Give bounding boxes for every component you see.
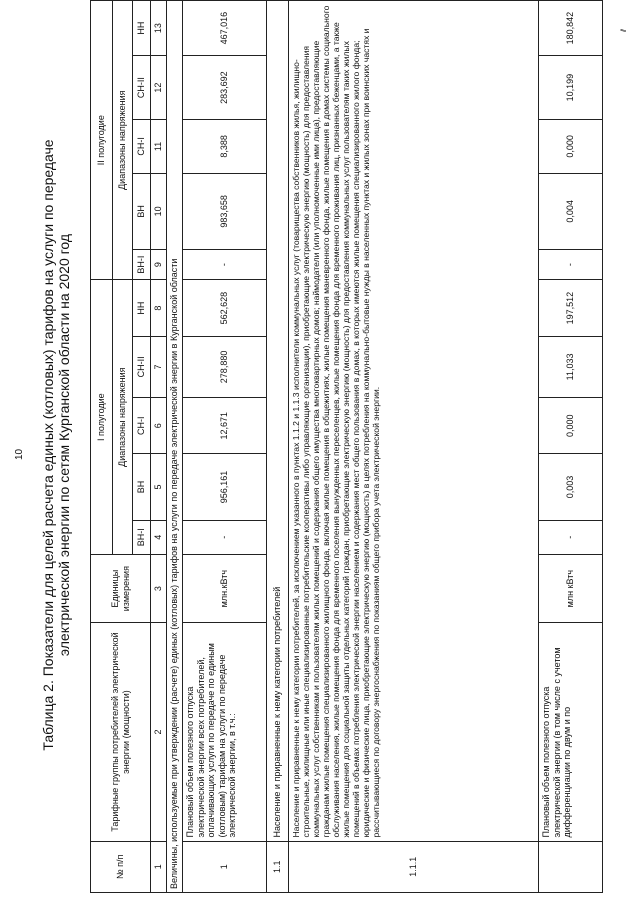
row11-num: 1.1 xyxy=(267,841,289,892)
row1-value: 467,016 xyxy=(183,1,267,56)
row1-value: 278,880 xyxy=(183,336,267,397)
margin-mark: // xyxy=(621,30,628,32)
row-last-value: 0,000 xyxy=(539,119,603,173)
table-title xyxy=(40,125,72,765)
row-last-value: - xyxy=(539,520,603,554)
row1-value: - xyxy=(183,520,267,554)
header-col: СН-II xyxy=(133,336,151,397)
section-values-row: Величины, используемые при утверждении (расчете) единых (котловых) тарифов на услуги по передаче электрической энергии в Курганской области xyxy=(167,1,183,893)
row1-value: 8,388 xyxy=(183,119,267,173)
index-cell: 8 xyxy=(151,280,167,336)
index-cell: 12 xyxy=(151,56,167,120)
row-last-num xyxy=(539,841,603,892)
index-cell: 4 xyxy=(151,520,167,554)
index-cell: 3 xyxy=(151,554,167,623)
row1-value: 12,671 xyxy=(183,398,267,454)
index-cell: 9 xyxy=(151,249,167,280)
row1-value: - xyxy=(183,249,267,280)
header-half2: II полугодие xyxy=(91,1,113,280)
header-col: НН xyxy=(133,280,151,336)
row-last-value: 197,512 xyxy=(539,280,603,336)
title-line-2: электрической энергии по сетям Курганской области на 2020 год xyxy=(56,233,72,657)
row1-value: 983,658 xyxy=(183,173,267,249)
row-last-value: 10,199 xyxy=(539,56,603,120)
header-col: ВН-I xyxy=(133,520,151,554)
row-last-value: 0,003 xyxy=(539,454,603,520)
header-ranges-1: Диапазоны напряжения xyxy=(113,280,133,554)
index-cell: 6 xyxy=(151,398,167,454)
index-cell: 10 xyxy=(151,173,167,249)
row111-text: Население и приравненные к нему категории потребителей, за исключением указанного в пунктах 1.1.2 и 1.1.3 исполнители коммунальных услуг (товарищества собственников жилья, жилищно-строительные, жилищные или иные специализированные потребительские кооперативы либо управляющие организации), приобретающие электрическую энергию (мощность) для предоставления коммунальных услуг собственникам и пользователям жилых помещений и содержания общего имущества многоквартирных домов; наймодатели (или уполномоченные ими лица), предоставляющие гражданам жилые помещения специализированного жилищного фонда, включая жилые помещения в общежитиях, жилые помещения маневренного фонда, жилые помещения в домах системы социального обслуживания населения, жилые помещения фонда для временного поселения вынужденных переселенцев, жилые помещения фонда для временного проживания лиц, признанных беженцами, а также жилые помещения для социальной защиты отдельных категорий граждан, приобретающие электрическую энергию (мощность) для предоставления коммунальных услуг пользователям таких жилых помещений в объемах потребления электрической энергии населением и содержания мест общего пользования в домах, в которых имеются жилые помещения специализированного жилого фонда; юридические и физические лица, приобретающие электрическую энергию (мощность) в целях потребления на коммунально-бытовые нужды в населенных пунктах и жилых зонах при воинских частях и рассчитывающиеся по договору энергоснабжения по показаниям общего прибора учета электрической энергии. xyxy=(289,1,539,842)
header-units: Единицы измерения xyxy=(91,554,151,623)
header-groups: Тарифные группы потребителей электрической энергии (мощности) xyxy=(91,623,151,841)
header-col: СН-II xyxy=(133,56,151,120)
row11-name: Население и приравненные к нему категории потребителей xyxy=(267,1,289,842)
row1-unit: млн.кВтч xyxy=(183,554,267,623)
header-col: ВН-I xyxy=(133,249,151,280)
title-line-1: Таблица 2. Показатели для целей расчета единых (котловых) тарифов на услуги по передаче xyxy=(40,139,56,751)
header-num: № п/п xyxy=(91,841,151,892)
header-col: СН-I xyxy=(133,398,151,454)
header-col: ВН xyxy=(133,454,151,520)
index-cell: 11 xyxy=(151,119,167,173)
row1-value: 562,628 xyxy=(183,280,267,336)
index-cell: 1 xyxy=(151,841,167,892)
header-col: СН-I xyxy=(133,119,151,173)
row-last-unit: млн кВтч xyxy=(539,554,603,623)
header-col: НН xyxy=(133,1,151,56)
row-last-value: - xyxy=(539,249,603,280)
index-cell: 2 xyxy=(151,623,167,841)
page-number: 10 xyxy=(14,448,25,460)
row-last-value: 0,004 xyxy=(539,173,603,249)
row1-value: 283,692 xyxy=(183,56,267,120)
index-cell: 7 xyxy=(151,336,167,397)
row-last-value: 0,000 xyxy=(539,398,603,454)
header-ranges-2: Диапазоны напряжения xyxy=(113,1,133,280)
row1-value: 956,161 xyxy=(183,454,267,520)
row-last-value: 180,842 xyxy=(539,1,603,56)
row-last-value: 11,033 xyxy=(539,336,603,397)
header-half1: I полугодие xyxy=(91,280,113,554)
row1-name: Плановый объем полезного отпуска электрической энергии всех потребителей, оплачивающих услуги по передаче по единым (котловым) тарифам на услуги по передаче электрической энергии, в т.ч.: xyxy=(183,623,267,841)
row1-num: 1 xyxy=(183,841,267,892)
index-cell: 5 xyxy=(151,454,167,520)
tariff-table xyxy=(90,0,603,893)
row-last-name: Плановый объем полезного отпуска электрической энергии (в том числе с учетом дифференциации по двум и по xyxy=(539,623,603,841)
header-col: ВН xyxy=(133,173,151,249)
row111-num: 1.1.1 xyxy=(289,841,539,892)
index-cell: 13 xyxy=(151,1,167,56)
